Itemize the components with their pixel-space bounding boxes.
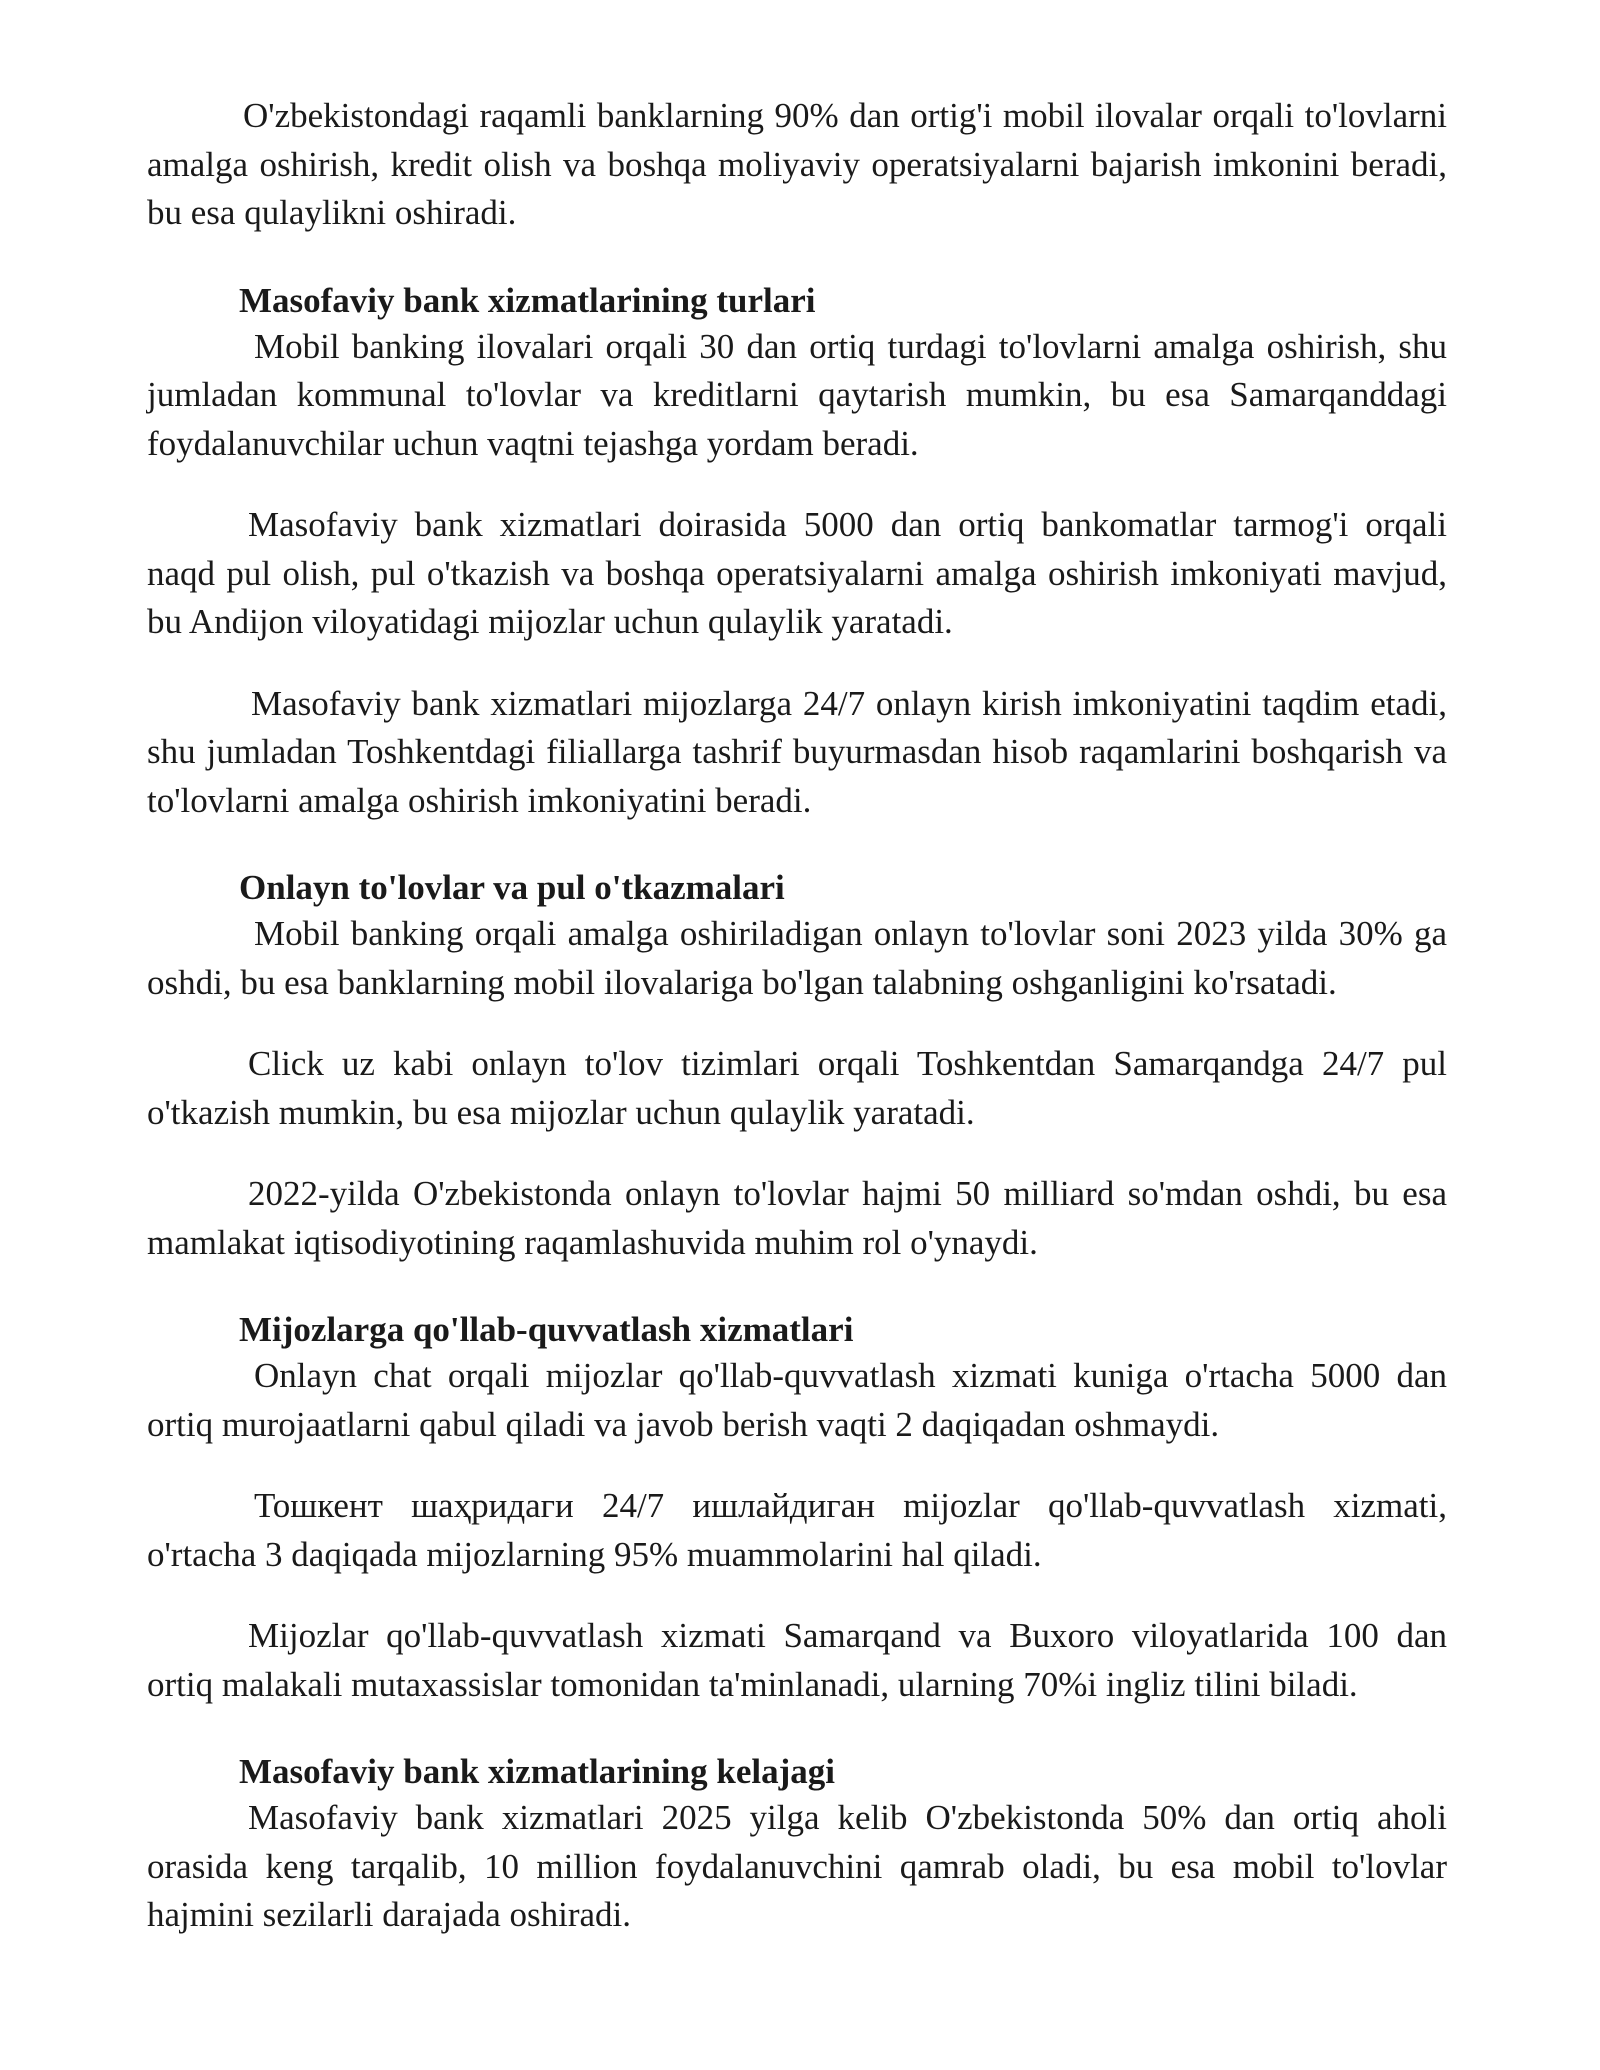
paragraph-tashkent-support: Тошкент шаҳридаги 24/7 ишлайдиган mijozlar qo'llab-quvvatlash xizmati, o'rtacha 3 daqiqada mijozlarning 95% muammolarini hal qiladi.: [147, 1486, 1447, 1574]
paragraph-online-access: Masofaviy bank xizmatlari mijozlarga 24/7 onlayn kirish imkoniyatini taqdim etadi, shu jumladan Toshkentdagi filiallarga tashrif buyurmasdan hisob raqamlarini boshqarish va to'lovlarni amalga oshirish imkoniyatini beradi.: [147, 683, 1447, 820]
heading-customer-support: Mijozlarga qo'llab-quvvatlash xizmatlari: [239, 1310, 854, 1349]
paragraph-click-uz: Click uz kabi onlayn to'lov tizimlari orqali Toshkentdan Samarqandga 24/7 pul o'tkazish mumkin, bu esa mijozlar uchun qulaylik yaratadi.: [147, 1044, 1447, 1132]
spacer: [147, 1267, 1447, 1308]
spacer: [147, 647, 1447, 680]
spacer: [147, 238, 1447, 279]
spacer: [147, 1007, 1447, 1040]
spacer: [147, 825, 1447, 866]
paragraph-future-outlook: Masofaviy bank xizmatlari 2025 yilga kelib O'zbekistonda 50% dan ortiq aholi orasida keng tarqalib, 10 million foydalanuvchini qamrab oladi, bu esa mobil to'lovlar hajmini sezilarli darajada oshiradi.: [147, 1798, 1447, 1934]
paragraph-regional-support: Mijozlar qo'llab-quvvatlash xizmati Samarqand va Buxoro viloyatlarida 100 dan ortiq malakali mutaxassislar tomonidan ta'minlanadi, ularning 70%i ingliz tilini biladi.: [147, 1616, 1447, 1704]
paragraph-payment-volume: 2022-yilda O'zbekistonda onlayn to'lovlar hajmi 50 milliard so'mdan oshdi, bu esa mamlakat iqtisodiyotining raqamlashuvida muhim rol o'ynaydi.: [147, 1174, 1447, 1262]
heading-future: Masofaviy bank xizmatlarining kelajagi: [239, 1752, 835, 1791]
paragraph-payment-growth: Mobil banking orqali amalga oshiriladigan onlayn to'lovlar soni 2023 yilda 30% ga oshdi, bu esa banklarning mobil ilovalariga bo'lgan talabning oshganligini ko'rsatadi.: [147, 914, 1447, 1002]
heading-service-types: Masofaviy bank xizmatlarining turlari: [239, 280, 816, 320]
paragraph-atm-network: Masofaviy bank xizmatlari doirasida 5000 dan ortiq bankomatlar tarmog'i orqali naqd pul olish, pul o'tkazish va boshqa operatsiyalarni amalga oshirish imkoniyati mavjud, bu Andijon viloyatidagi mijozlar uchun qulaylik yaratadi.: [147, 505, 1447, 641]
spacer: [147, 1579, 1447, 1612]
spacer: [147, 1137, 1447, 1170]
spacer: [147, 1449, 1447, 1482]
spacer: [147, 1709, 1447, 1750]
paragraph-online-chat: Onlayn chat orqali mijozlar qo'llab-quvvatlash xizmati kuniga o'rtacha 5000 dan ortiq murojaatlarni qabul qiladi va javob berish vaqti 2 daqiqadan oshmaydi.: [147, 1356, 1447, 1444]
heading-online-payments: Onlayn to'lovlar va pul o'tkazmalari: [239, 868, 785, 907]
spacer: [147, 468, 1447, 501]
paragraph-digital-banks: O'zbekistondagi raqamli banklarning 90% dan ortig'i mobil ilovalar orqali to'lovlarni amalga oshirish, kredit olish va boshqa moliyaviy operatsiyalarni bajarish imkonini beradi, bu esa qulaylikni oshiradi.: [147, 96, 1447, 232]
document-page: [147, 92, 1447, 1940]
paragraph-mobile-payments: Mobil banking ilovalari orqali 30 dan ortiq turdagi to'lovlarni amalga oshirish, shu jumladan kommunal to'lovlar va kreditlarni qaytarish mumkin, bu esa Samarqanddagi foydalanuvchilar uchun vaqtni tejashga yordam beradi.: [147, 326, 1447, 463]
